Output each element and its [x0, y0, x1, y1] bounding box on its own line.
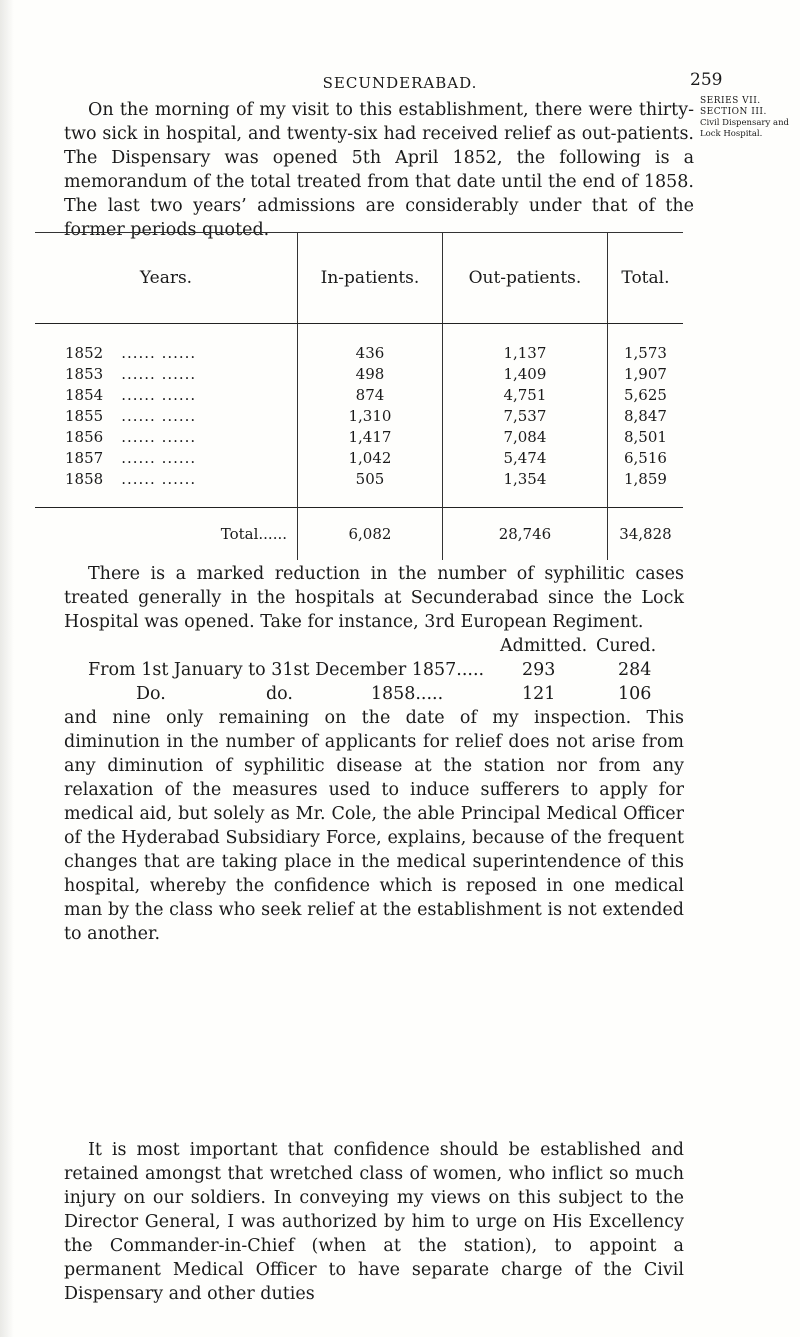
year-value: 1856: [65, 427, 104, 446]
cell-out-patients: 1,354: [442, 468, 607, 489]
cell-year: [35, 384, 298, 405]
table-row: [35, 405, 683, 426]
cell-year: [35, 363, 298, 384]
leader-dots: ...... ......: [121, 406, 197, 425]
leader-dots: ...... ......: [121, 448, 197, 467]
table-row: [35, 468, 683, 489]
table-row: [35, 384, 683, 405]
paragraph-4: [64, 1138, 684, 1306]
cell-year: [35, 468, 298, 489]
cell-year: [35, 342, 298, 363]
cell-out-patients: 1,409: [442, 363, 607, 384]
cell-total: 8,501: [607, 426, 683, 447]
cell-year: [35, 405, 298, 426]
year-value: 1854: [65, 385, 104, 404]
cell-total: 1,859: [607, 468, 683, 489]
admissions-1857-admitted: 293: [522, 660, 556, 680]
header-years: Years.: [35, 233, 298, 324]
page-edge-shadow: [0, 0, 14, 1337]
table-header-row: [35, 233, 683, 324]
admissions-1857-cured: 284: [618, 660, 652, 680]
table-total-row: [35, 508, 683, 561]
year-value: 1855: [65, 406, 104, 425]
admitted-label: Admitted.: [500, 636, 588, 656]
total-out-patients: 28,746: [442, 508, 607, 561]
total-total: 34,828: [607, 508, 683, 561]
paragraph-2-text: There is a marked reduction in the number of syphilitic cases treated generally in the hospitals at Secunderabad since the Lock Hospital was opened. Take for instance, 3rd European Regiment.: [64, 564, 684, 632]
admissions-1858-admitted: 121: [522, 684, 556, 704]
header-out-patients: Out-patients.: [442, 233, 607, 324]
table-row: [35, 447, 683, 468]
cell-total: 1,573: [607, 342, 683, 363]
cell-total: 8,847: [607, 405, 683, 426]
side-note-series: SERIES VII.: [700, 96, 761, 106]
cell-total: 6,516: [607, 447, 683, 468]
table-row: [35, 363, 683, 384]
total-label: Total......: [35, 508, 298, 561]
cell-out-patients: 5,474: [442, 447, 607, 468]
year-value: 1853: [65, 364, 104, 383]
statistics-table: [35, 232, 683, 560]
leader-dots: ...... ......: [121, 469, 197, 488]
cell-out-patients: 1,137: [442, 342, 607, 363]
cell-in-patients: 498: [298, 363, 443, 384]
cell-total: 1,907: [607, 363, 683, 384]
paragraph-1: [64, 98, 694, 242]
leader-dots: ...... ......: [121, 364, 197, 383]
table-row: [35, 426, 683, 447]
side-note-topic: Civil Dispensary and Lock Hospital.: [700, 118, 789, 139]
side-note-section: SECTION III.: [700, 107, 767, 117]
cell-out-patients: 7,537: [442, 405, 607, 426]
cell-out-patients: 7,084: [442, 426, 607, 447]
admissions-1858-cured: 106: [618, 684, 652, 704]
header-in-patients: In-patients.: [298, 233, 443, 324]
cell-in-patients: 1,310: [298, 405, 443, 426]
header-total: Total.: [607, 233, 683, 324]
paragraph-2: [64, 562, 684, 634]
table-row: [35, 342, 683, 363]
cured-label: Cured.: [596, 636, 657, 656]
leader-dots: ...... ......: [121, 427, 197, 446]
admissions-1858-label: Do. do. 1858.....: [136, 684, 444, 704]
cell-in-patients: 436: [298, 342, 443, 363]
paragraph-4-text: It is most important that confidence should be established and retained amongst that wretched class of women, who inflict so much injury on our soldiers. In conveying my views on this subject to the Director General, I was authorized by him to urge on His Excellency the Commander-in-Chief (when at the station), to appoint a permanent Medical Officer to have separate charge of the Civil Dispensary and other duties: [64, 1140, 684, 1304]
cell-in-patients: 505: [298, 468, 443, 489]
cell-year: [35, 447, 298, 468]
admissions-table: [35, 232, 683, 560]
admissions-1857-label: From 1st January to 31st December 1857.....: [88, 660, 485, 680]
year-value: 1852: [65, 343, 104, 362]
table-spacer: [35, 324, 683, 343]
cell-in-patients: 1,417: [298, 426, 443, 447]
paragraph-1-text: On the morning of my visit to this establishment, there were thirty-two sick in hospital, and twenty-six had received relief as out-patients. The Dispensary was opened 5th April 1852, the following is a memorandum of the total treated from that date until the end of 1858. The last two years’ admissions are considerably under that of the former periods quoted.: [64, 100, 694, 240]
paragraph-3: [64, 706, 684, 946]
total-in-patients: 6,082: [298, 508, 443, 561]
cell-total: 5,625: [607, 384, 683, 405]
running-head: SECUNDERABAD.: [322, 74, 478, 92]
paragraph-3-text: and nine only remaining on the date of my inspection. This diminution in the number of applicants for relief does not arise from any diminution of syphilitic disease at the station nor from any relaxation of the measures used to induce sufferers to apply for medical aid, but solely as Mr. Cole, the able Principal Medical Officer of the Hyderabad Subsidiary Force, explains, because of the frequent changes that are taking place in the medical superintendence of this hospital, whereby the confidence which is reposed in one medical man by the class who seek relief at the establishment is not extended to another.: [64, 708, 684, 944]
side-note: [700, 96, 790, 140]
cell-in-patients: 1,042: [298, 447, 443, 468]
cell-year: [35, 426, 298, 447]
page-number: 259: [690, 70, 723, 90]
cell-in-patients: 874: [298, 384, 443, 405]
table-spacer: [35, 489, 683, 508]
year-value: 1858: [65, 469, 104, 488]
leader-dots: ...... ......: [121, 385, 197, 404]
cell-out-patients: 4,751: [442, 384, 607, 405]
leader-dots: ...... ......: [121, 343, 197, 362]
year-value: 1857: [65, 448, 104, 467]
